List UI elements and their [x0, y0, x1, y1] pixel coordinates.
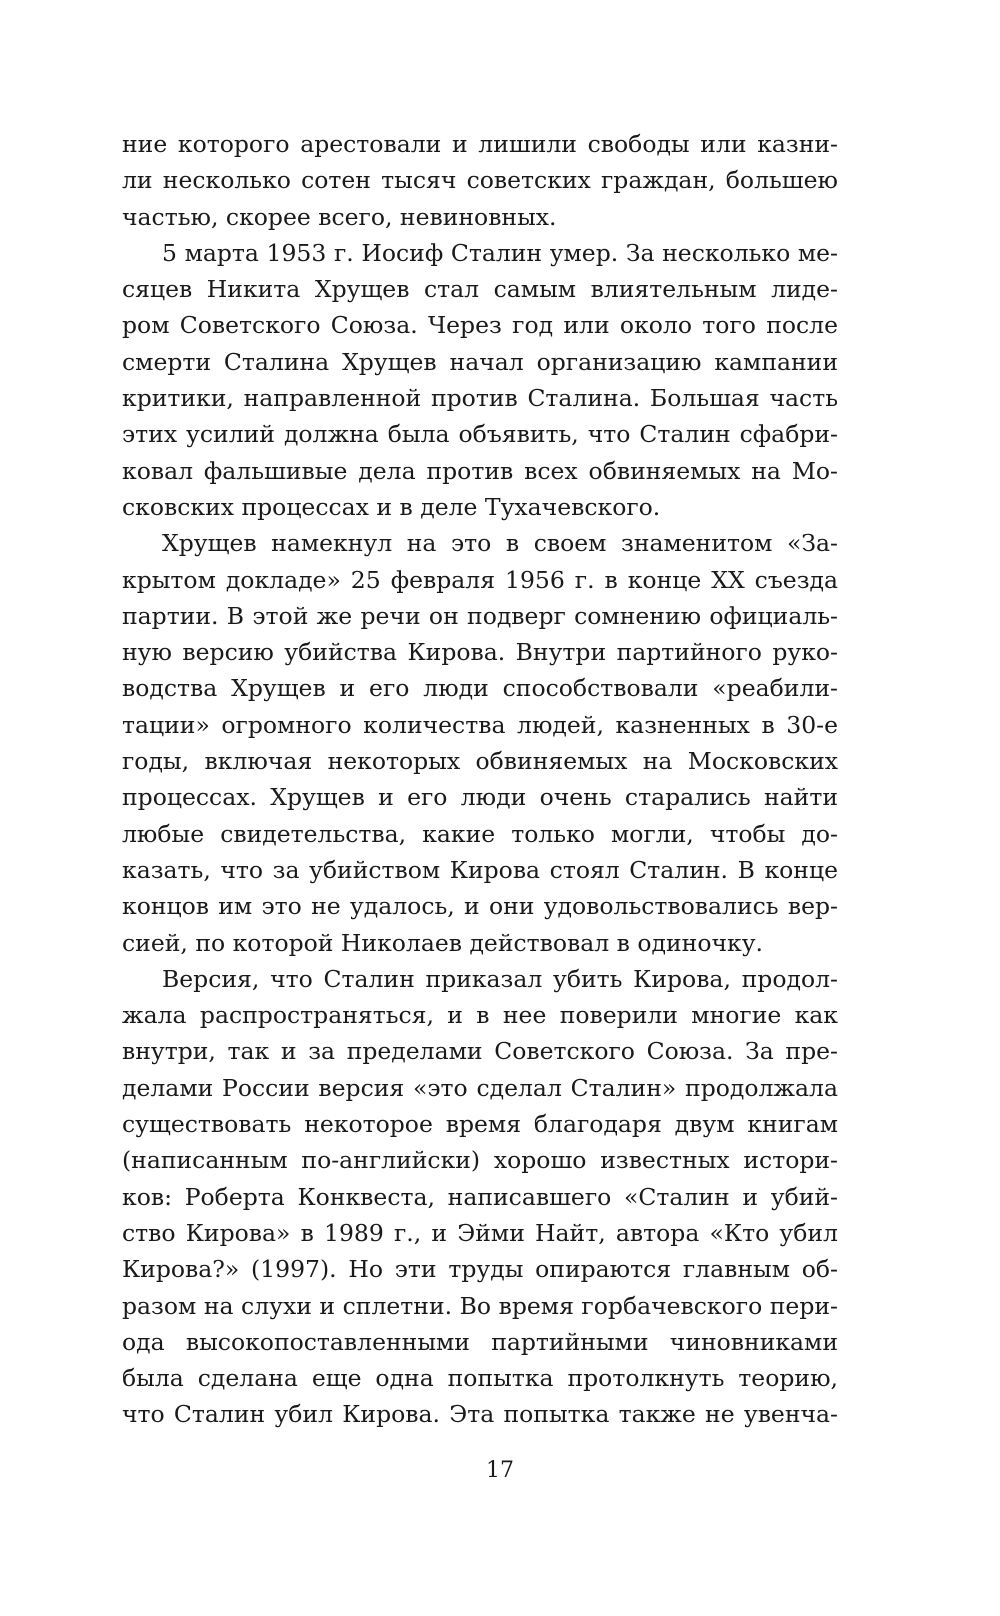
- text-line: (написанным по-английски) хорошо известных истори-: [122, 1146, 838, 1175]
- text-line: сией, по которой Николаев действовал в одиночку.: [122, 928, 763, 957]
- text-line: ков: Роберта Конквеста, написавшего «Сталин и убий-: [122, 1182, 838, 1211]
- paragraph: [122, 525, 838, 961]
- text-line: крытом докладе» 25 февраля 1956 г. в конце XX съезда: [122, 565, 838, 594]
- text-line: Версия, что Сталин приказал убить Кирова, продол-: [162, 964, 838, 993]
- text-line: 5 марта 1953 г. Иосиф Сталин умер. За несколько ме-: [162, 238, 838, 267]
- text-line: ли несколько сотен тысяч советских граждан, большею: [122, 166, 838, 195]
- text-line: существовать некоторое время благодаря двум книгам: [122, 1110, 838, 1139]
- text-line: сковских процессах и в деле Тухачевского.: [122, 492, 661, 521]
- text-line: внутри, так и за пределами Советского Союза. За пре-: [122, 1037, 838, 1066]
- text-line: была сделана еще одна попытка протолкнуть теорию,: [122, 1364, 838, 1393]
- text-line: жала распространяться, и в нее поверили многие как: [122, 1001, 838, 1030]
- body-text: [122, 126, 838, 1433]
- text-line: что Сталин убил Кирова. Эта попытка также не увенча-: [122, 1400, 838, 1429]
- text-line: процессах. Хрущев и его люди очень старались найти: [122, 783, 838, 812]
- page-number: 17: [486, 1458, 514, 1483]
- text-line: частью, скорее всего, невиновных.: [122, 202, 557, 231]
- text-line: партии. В этой же речи он подверг сомнению официаль-: [122, 601, 838, 630]
- text-line: делами России версия «это сделал Сталин» продолжала: [122, 1073, 838, 1102]
- text-line: критики, направленной против Сталина. Большая часть: [122, 384, 838, 413]
- text-line: годы, включая некоторых обвиняемых на Московских: [122, 747, 838, 776]
- text-line: концов им это не удалось, и они удовольствовались вер-: [122, 892, 838, 921]
- text-line: сяцев Никита Хрущев стал самым влиятельным лиде-: [122, 275, 838, 304]
- text-line: разом на слухи и сплетни. Во время горбачевского пери-: [122, 1291, 838, 1320]
- paragraph: [122, 126, 838, 235]
- text-line: ство Кирова» в 1989 г., и Эйми Найт, автора «Кто убил: [122, 1218, 838, 1247]
- text-line: смерти Сталина Хрущев начал организацию кампании: [122, 347, 838, 376]
- text-line: казать, что за убийством Кирова стоял Сталин. В конце: [122, 855, 838, 884]
- text-line: ную версию убийства Кирова. Внутри партийного руко-: [122, 638, 838, 667]
- text-line: Хрущев намекнул на это в своем знаменитом «За-: [162, 529, 838, 558]
- text-line: водства Хрущев и его люди способствовали «реабили-: [122, 674, 838, 703]
- paragraph: [122, 961, 838, 1433]
- text-line: ние которого арестовали и лишили свободы или казни-: [122, 130, 838, 158]
- text-line: ода высокопоставленными партийными чиновниками: [122, 1327, 838, 1356]
- text-line: любые свидетельства, какие только могли, чтобы до-: [122, 819, 838, 848]
- text-line: ром Советского Союза. Через год или около того после: [122, 311, 838, 340]
- text-line: тации» огромного количества людей, казненных в 30-е: [122, 710, 838, 739]
- paragraph: [122, 235, 838, 525]
- text-line: ковал фальшивые дела против всех обвиняемых на Мо-: [122, 456, 838, 485]
- text-line: этих усилий должна была объявить, что Сталин сфабри-: [122, 420, 838, 449]
- text-line: Кирова?» (1997). Но эти труды опираются главным об-: [122, 1255, 838, 1284]
